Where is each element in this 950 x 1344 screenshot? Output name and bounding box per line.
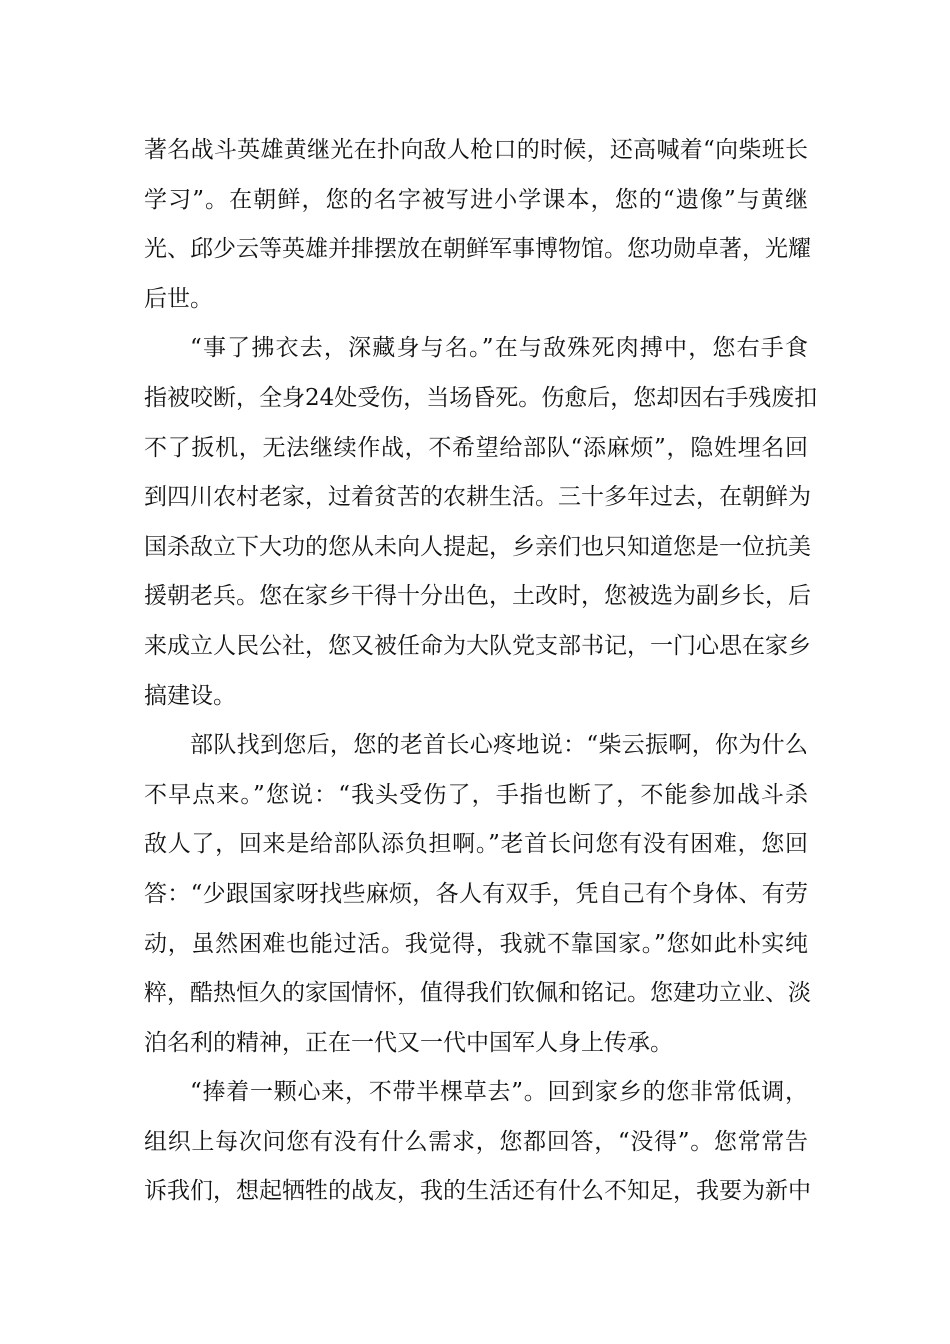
text-line: 不早点来。”您说：“我头受伤了，手指也断了，不能参加战斗杀 bbox=[144, 781, 808, 808]
text-line: 援朝老兵。您在家乡干得十分出色，土改时，您被选为副乡长，后 bbox=[144, 583, 811, 610]
text-line: 光、邱少云等英雄并排摆放在朝鲜军事博物馆。您功勋卓著，光耀 bbox=[144, 236, 811, 263]
text-line: 部队找到您后，您的老首长心疼地说：“柴云振啊，你为什么 bbox=[190, 732, 808, 759]
text-line: 指被咬断，全身24处受伤，当场昏死。伤愈后，您却因右手残废扣 bbox=[144, 384, 818, 411]
text-line: 到四川农村老家，过着贫苦的农耕生活。三十多年过去，在朝鲜为 bbox=[144, 484, 811, 511]
text-line: 粹，酷热恒久的家国情怀，值得我们钦佩和铭记。您建功立业、淡 bbox=[144, 980, 811, 1007]
text-line: 来成立人民公社，您又被任命为大队党支部书记，一门心思在家乡 bbox=[144, 632, 811, 659]
text-line: 搞建设。 bbox=[144, 682, 236, 709]
text-line: 不了扳机，无法继续作战，不希望给部队“添麻烦”，隐姓埋名回 bbox=[144, 434, 808, 461]
text-line: 后世。 bbox=[144, 285, 213, 312]
paragraph-2 bbox=[144, 324, 818, 721]
paragraph-3 bbox=[144, 721, 811, 1068]
body-text bbox=[144, 126, 818, 1217]
text-line: 动，虽然困难也能过活。我觉得，我就不靠国家。”您如此朴实纯 bbox=[144, 930, 808, 957]
text-line: 国杀敌立下大功的您从未向人提起，乡亲们也只知道您是一位抗美 bbox=[144, 533, 811, 560]
paragraph-4 bbox=[144, 1068, 811, 1217]
text-line: 著名战斗英雄黄继光在扑向敌人枪口的时候，还高喊着“向柴班长 bbox=[144, 137, 808, 163]
text-line: 敌人了，回来是给部队添负担啊。”老首长问您有没有困难，您回 bbox=[144, 831, 808, 858]
text-line: “捧着一颗心来，不带半棵草去”。回到家乡的您非常低调， bbox=[190, 1079, 808, 1106]
text-line: 泊名利的精神，正在一代又一代中国军人身上传承。 bbox=[144, 1029, 673, 1056]
text-line: “事了拂衣去，深藏身与名。”在与敌殊死肉搏中，您右手食 bbox=[190, 335, 808, 362]
text-line: 学习”。在朝鲜，您的名字被写进小学课本，您的“遗像”与黄继 bbox=[144, 186, 808, 213]
paragraph-1 bbox=[144, 126, 811, 324]
text-line: 组织上每次问您有没有什么需求，您都回答，“没得”。您常常告 bbox=[144, 1128, 808, 1155]
text-line: 答：“少跟国家呀找些麻烦，各人有双手，凭自己有个身体、有劳 bbox=[144, 880, 808, 907]
text-line: 诉我们，想起牺牲的战友，我的生活还有什么不知足，我要为新中 bbox=[144, 1178, 811, 1205]
